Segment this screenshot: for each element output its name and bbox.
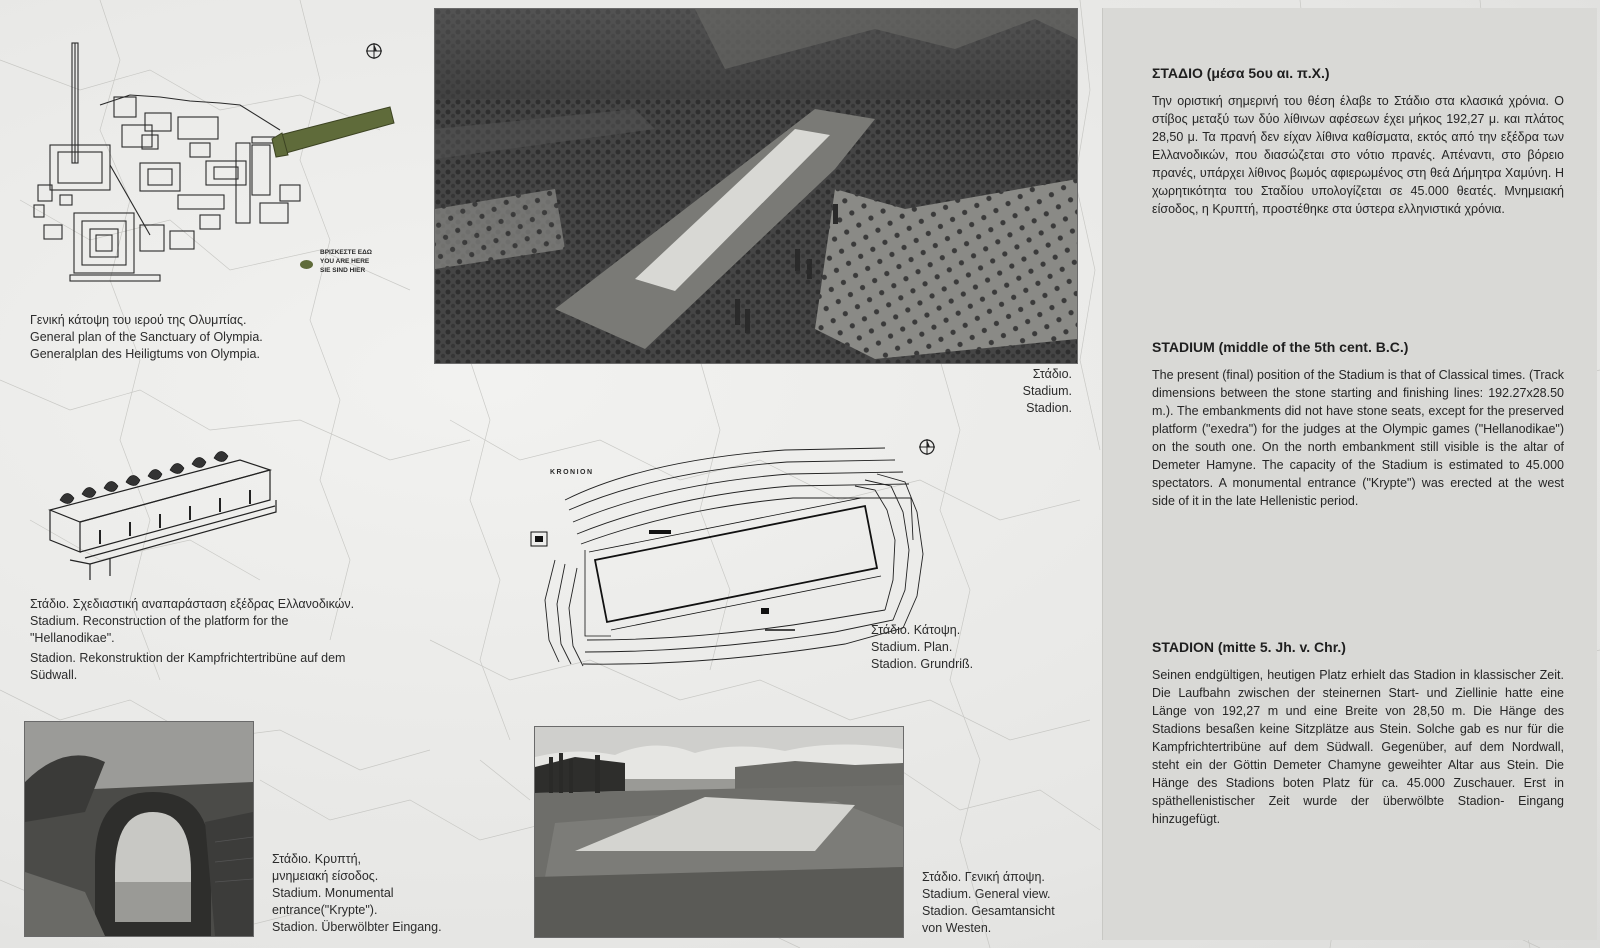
caption-line: Stadion. Rekonstruktion der Kampfrichtertribüne auf dem	[30, 651, 346, 665]
greek-title: ΣΤΑΔΙΟ (μέσα 5ου αι. π.Χ.)	[1152, 65, 1330, 81]
legend-greek: ΒΡΙΣΚΕΣΤΕ ΕΔΩ	[320, 249, 372, 256]
krypte-caption	[272, 851, 442, 936]
general-view-caption	[922, 869, 1055, 937]
platform-caption	[30, 596, 354, 684]
caption-line: μνημειακή είσοδος.	[272, 869, 379, 883]
english-body: The present (final) position of the Stadium is that of Classical times. (Track dimensions between the stone starting and finishing lines: 192.27x28.50 m.). The embankments did not have stone seats, except for the preserved platform ("exedra") for the judges at the Olympic games ("Hellanodikae") on the south one. On the north embankment still visible is the altar of Demeter Hamyne. The capacity of the Stadium is estimated to 45.000 spectators. A monumental entrance ("Krypte") was erected at the west side of it in the late Hellenistic period.	[1152, 368, 1564, 508]
plan-caption	[871, 622, 973, 673]
caption-line: Στάδιο. Κρυπτή,	[272, 852, 362, 866]
german-text-block	[1152, 638, 1564, 828]
caption-line: Stadium. Plan.	[871, 640, 953, 654]
krypte-entrance-photo	[24, 721, 254, 937]
kronion-label: KRONION	[550, 469, 594, 476]
caption-line: Γενική κάτοψη του ιερού της Ολυμπίας.	[30, 313, 247, 327]
english-text-block	[1152, 338, 1564, 510]
platform-reconstruction-drawing	[30, 440, 280, 580]
general-plan-caption	[30, 312, 263, 363]
caption-line: Stadium. Reconstruction of the platform for the	[30, 614, 289, 628]
caption-line: Stadium. Monumental	[272, 886, 394, 900]
caption-line: Stadion. Überwölbter Eingang.	[272, 920, 442, 934]
english-title: STADIUM (middle of the 5th cent. B.C.)	[1152, 339, 1409, 355]
greek-text-block	[1152, 64, 1564, 218]
caption-line: Stadium. General view.	[922, 887, 1051, 901]
aerial-caption	[990, 366, 1072, 417]
caption-line: Στάδιο. Γενική άποψη.	[922, 870, 1045, 884]
caption-line: Stadium.	[1022, 384, 1072, 398]
caption-line: Stadion.	[1026, 401, 1072, 415]
caption-line: "Hellanodikae".	[30, 631, 115, 645]
aerial-stadium-photo	[434, 8, 1078, 364]
caption-line: Στάδιο. Σχεδιαστική αναπαράσταση εξέδρας Ελλανοδικών.	[30, 597, 355, 611]
greek-body: Την οριστική σημερινή του θέση έλαβε το Στάδιο στα κλασικά χρόνια. Ο στίβος μεταξύ των δύο λίθινων αφέσεων έχει μήκος 192,27 μ. και πλάτος 28,50 μ. Τα πρανή δεν είχαν λίθινα καθίσματα, εκτός από την εξέδρα των Ελλανοδικών, που διασώζεται στο νότιο πρανές. Απέναντι, στο βόρειο πρανές, υπάρχει λίθινος βωμός αφιερωμένος στη θεά Δήμητρα Χαμύνη. Η χωρητικότητα του Σταδίου υπολογίζεται σε 45.000 θεατές. Μνημειακή είσοδος, η Κρυπτή, προστέθηκε στα ύστερα ελληνιστικά χρόνια.	[1152, 94, 1564, 216]
caption-line: Στάδιο. Κάτοψη.	[871, 623, 961, 637]
caption-line: Südwall.	[30, 668, 78, 682]
german-body: Seinen endgültigen, heutigen Platz erhielt das Stadion in klassischer Zeit. Die Laufbahn zwischen der steinernen Start- und Ziellinie hatte eine Länge von 192,27 m und eine Breite von 28,50 m. Die Hänge des Stadions besaßen keine Sitzplätze aus Stein. Solche gab es nur für die Kampfrichtertribüne auf dem Südwall. Gegenüber, auf dem Nordwall, steht ein der Göttin Demeter Chamyne geweihter Altar aus Stein. Die Hänge des Stadions boten Platz für ca. 45.000 Zuschauer. Erst in späthellenistischer Zeit wurde der überwölbte Stadion- Eingang hinzugefügt.	[1152, 668, 1564, 826]
caption-line: Stadion. Grundriß.	[871, 657, 974, 671]
you-are-here-marker	[300, 260, 313, 269]
german-title: STADION (mitte 5. Jh. v. Chr.)	[1152, 639, 1346, 655]
caption-line: General plan of the Sanctuary of Olympia.	[30, 330, 263, 344]
caption-line: entrance("Krypte").	[272, 903, 378, 917]
caption-line: Στάδιο.	[1032, 367, 1072, 381]
general-view-photo	[534, 726, 904, 938]
caption-line: Stadion. Gesamtansicht	[922, 904, 1055, 918]
caption-line: von Westen.	[922, 921, 992, 935]
legend-german: SIE SIND HIER	[320, 267, 366, 274]
legend-english: YOU ARE HERE	[320, 258, 370, 265]
caption-line: Generalplan des Heiligtums von Olympia.	[30, 347, 260, 361]
